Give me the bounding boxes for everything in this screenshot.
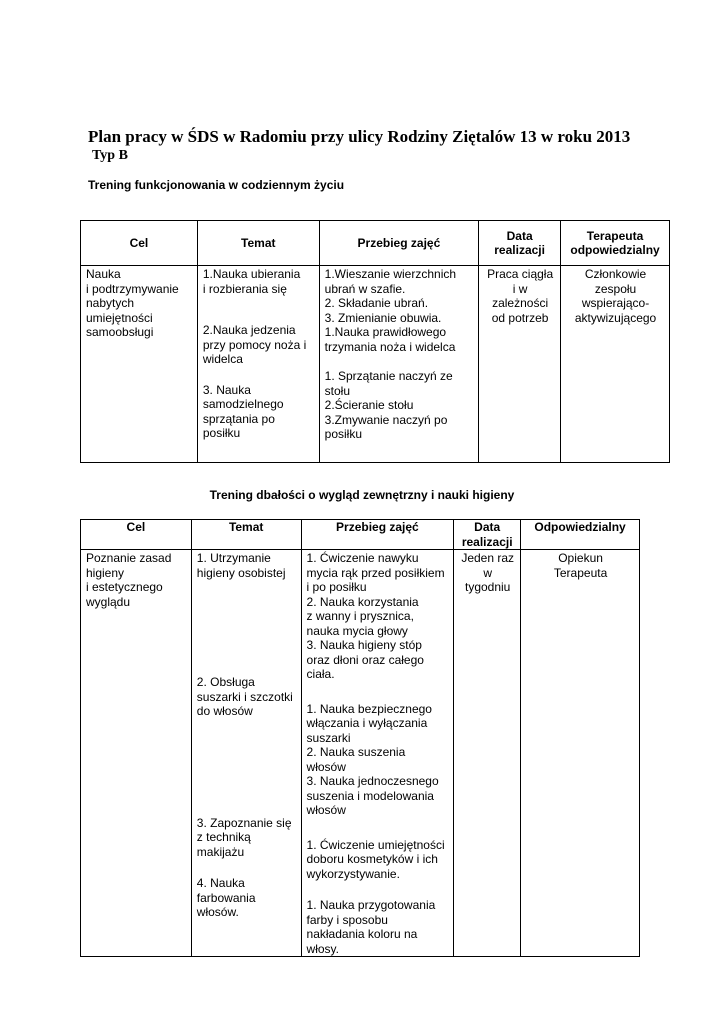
header-label: Data realizacji [461,520,513,549]
przebieg-item: 1. Ćwiczenie nawyku mycia rąk przed posiłkiem i po posiłku 2. Nauka korzystania z wanny i prysznica, nauka mycia głowy 3. Nauka higieny stóp oraz dłoni oraz całego ciała. [306,551,445,681]
data-text: Praca ciągła i w zależności od potrzeb [487,267,554,325]
data-cell [454,550,521,957]
odpowiedzialny-cell [521,550,640,957]
przebieg-cell [319,266,479,463]
temat-item: 2.Nauka jedzenia przy pomocy noża i widelca [202,323,307,366]
header-label: Temat [241,235,276,250]
header-data [479,221,561,266]
data-text: Jeden raz w tygodniu [461,551,515,594]
header-cel [81,520,192,550]
header-label: Cel [129,235,149,250]
header-przebieg [319,221,479,266]
header-label: Data realizacji [494,228,545,257]
cel-cell [81,266,198,463]
przebieg-item: 1. Sprzątanie naczyń ze stołu 2.Ścieranie stołu 3.Zmywanie naczyń po posiłku [324,369,453,441]
cel-text: Nauka i podtrzymywanie nabytych umiejętności samoobsługi [86,267,179,339]
header-terapeuta [561,221,670,266]
terapeuta-cell [561,266,670,463]
przebieg-item: 1. Nauka bezpiecznego włączania i wyłączania suszarki 2. Nauka suszenia włosów 3. Nauka jednoczesnego suszenia i modelowania włosów [306,701,439,817]
przebieg-item: 1. Ćwiczenie umiejętności doboru kosmetyków i ich wykorzystywanie. [306,837,445,881]
header-label: Odpowiedzialny [534,520,626,534]
daily-life-table [80,220,670,463]
temat-item: 4. Nauka farbowania włosów. [196,876,256,919]
header-temat [197,221,319,266]
data-cell [479,266,561,463]
header-przebieg [301,520,454,550]
hygiene-table [80,519,640,957]
temat-item: 1. Utrzymanie higieny osobistej [196,551,286,580]
table-header-row [81,520,640,550]
table-row [81,550,640,957]
header-label: Temat [228,520,264,534]
header-data [454,520,521,550]
table-header-row [81,221,670,266]
temat-item: 2. Obsługa suszarki i szczotki do włosów [196,675,293,718]
temat-item: 1.Nauka ubierania i rozbierania się [202,267,301,296]
odpowiedzialny-text: Opiekun Terapeuta [553,551,608,580]
header-odpowiedzialny [521,520,640,550]
cel-text: Poznanie zasad higieny i estetycznego wyglądu [86,551,172,609]
terapeuta-text: Członkowie zespołu wspierająco- aktywizującego [574,267,657,325]
page-title: Plan pracy w ŚDS w Radomiu przy ulicy Rodziny Ziętalów 13 w roku 2013 [88,127,631,146]
temat-cell [191,550,301,957]
temat-cell [197,266,319,463]
header-label: Terapeuta odpowiedzialny [570,228,660,257]
temat-item: 3. Nauka samodzielnego sprzątania po posiłku [202,382,284,440]
przebieg-item: 1.Wieszanie wierzchnich ubrań w szafie. 2. Składanie ubrań. 3. Zmienianie obuwia. 1.Nauka prawidłowego trzymania noża i widelca [324,267,457,354]
przebieg-cell [301,550,454,957]
section-heading-hygiene: Trening dbałości o wygląd zewnętrzny i nauki higieny [209,488,515,502]
page-subtitle: Typ B [92,148,128,163]
przebieg-item: 1. Nauka przygotowania farby i sposobu nakładania koloru na włosy. [306,898,436,956]
temat-item: 3. Zapoznanie się z techniką makijażu [196,815,292,859]
cel-cell [81,550,192,957]
header-cel [81,221,198,266]
header-temat [191,520,301,550]
header-label: Cel [126,520,146,534]
header-label: Przebieg zajęć [336,520,419,534]
section-heading-daily-life: Trening funkcjonowania w codziennym życiu [88,178,345,192]
table-row [81,266,670,463]
header-label: Przebieg zajęć [357,235,441,250]
